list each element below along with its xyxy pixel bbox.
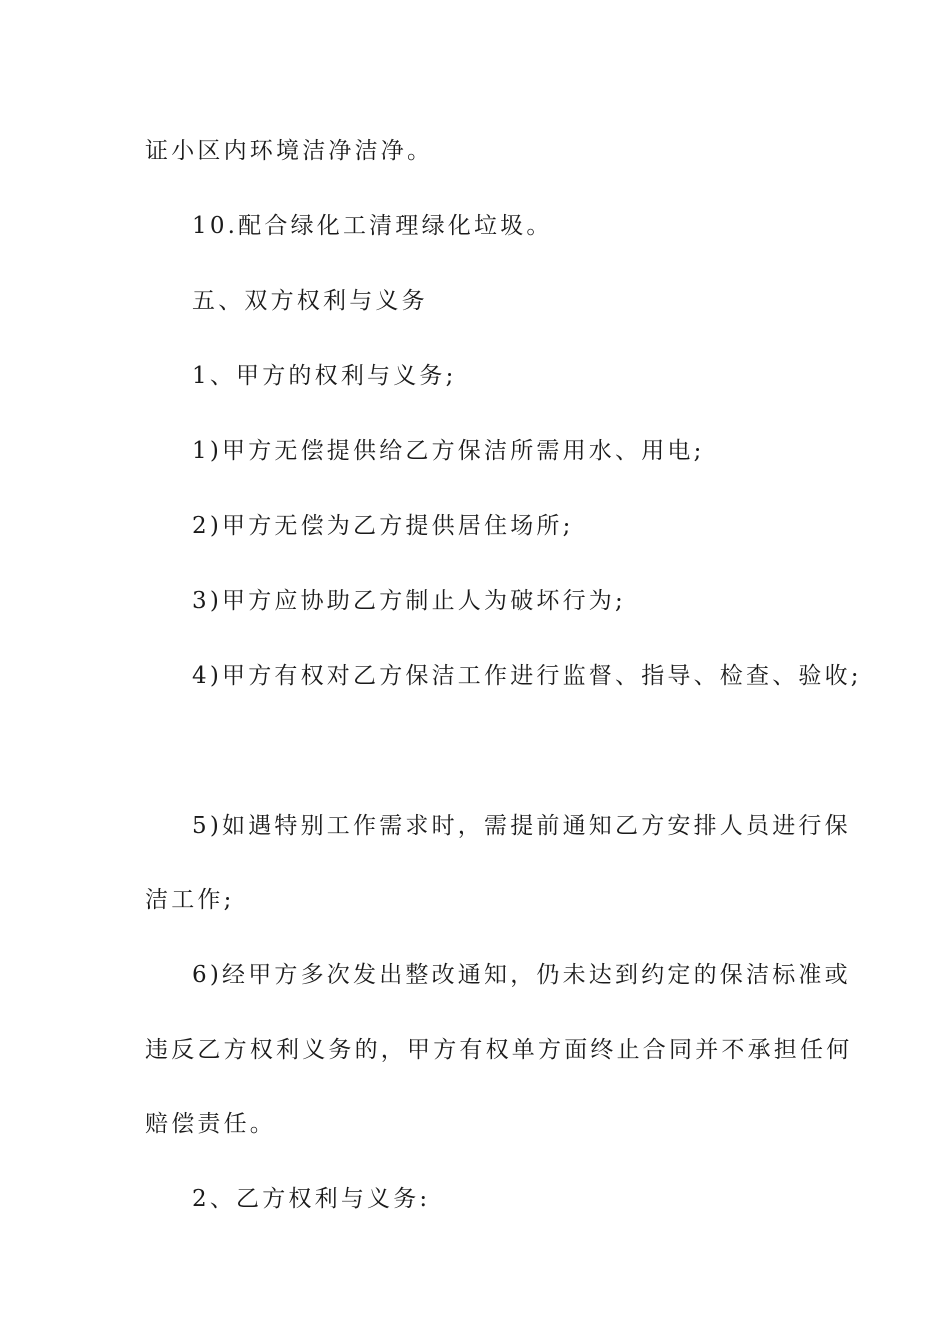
- text-line-item-2: 2)甲方无偿为乙方提供居住场所;: [192, 513, 574, 539]
- text-line-item-6-end: 赔偿责任。: [145, 1111, 276, 1137]
- section-heading-5: 五、双方权利与义务: [192, 288, 428, 314]
- text-line-continuation: 证小区内环境洁净洁净。: [145, 138, 434, 164]
- text-line-item-6-cont: 违反乙方权利义务的，甲方有权单方面终止合同并不承担任何: [145, 1037, 853, 1063]
- text-line-item-1: 1)甲方无偿提供给乙方保洁所需用水、用电;: [192, 438, 705, 464]
- text-line-item-5: 5)如遇特别工作需求时，需提前通知乙方安排人员进行保: [192, 813, 851, 839]
- subsection-heading-2: 2、乙方权利与义务:: [192, 1186, 431, 1212]
- text-line-item-3: 3)甲方应协助乙方制止人为破坏行为;: [192, 588, 626, 614]
- text-line-item-5-cont: 洁工作;: [145, 887, 235, 913]
- text-line-item-6: 6)经甲方多次发出整改通知，仍未达到约定的保洁标准或: [192, 962, 851, 988]
- text-line-item-10: 10.配合绿化工清理绿化垃圾。: [192, 213, 553, 239]
- subsection-heading-1: 1、甲方的权利与义务;: [192, 363, 457, 389]
- text-line-item-4: 4)甲方有权对乙方保洁工作进行监督、指导、检查、验收;: [192, 663, 862, 689]
